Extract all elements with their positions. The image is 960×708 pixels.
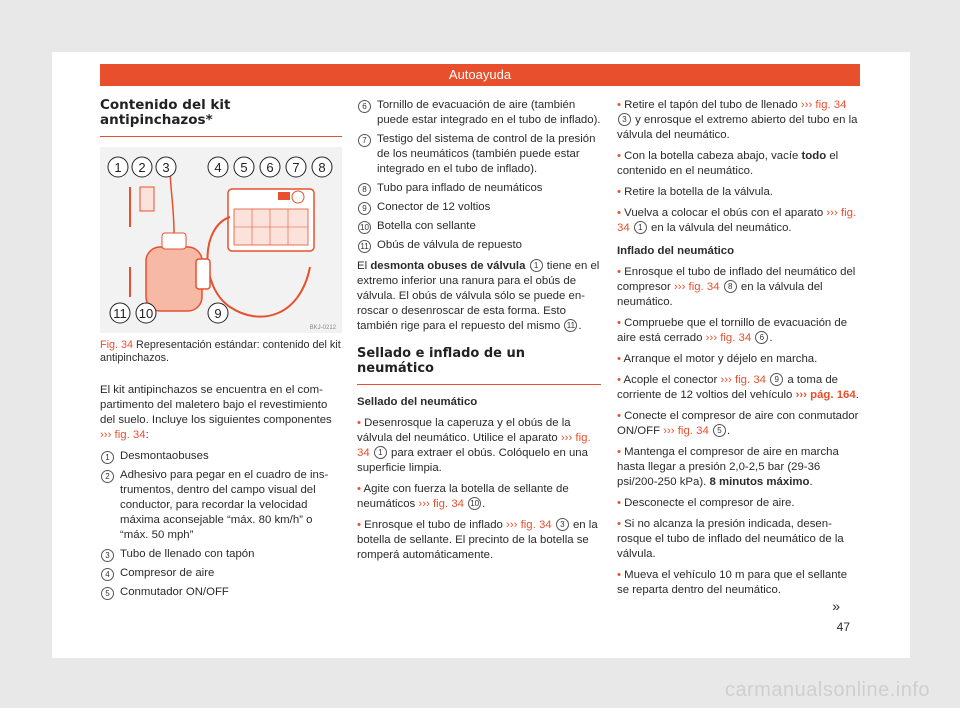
component-list-2: [357, 98, 601, 253]
column-3: [617, 98, 860, 604]
list-item: 5 Conmutador ON/OFF: [100, 585, 342, 600]
fig-link[interactable]: ››› fig. 34: [617, 207, 857, 234]
list-item: 10 Botella con sellante: [357, 219, 601, 234]
watermark: carmanualsonline.info: [724, 679, 930, 701]
section-title-kit: Contenido del kit antipinchazos*: [100, 98, 342, 137]
list-item: 9 Conector de 12 voltios: [357, 200, 601, 215]
step-item: • Desconecte el compresor de aire.: [617, 497, 795, 509]
step-item: • Arranque el motor y déjelo en marcha.: [617, 353, 818, 365]
list-item: 2 Adhesivo para pegar en el cuadro de instrumentos, dentro del campo visual del conductor, para recordar la velocidad máxima aconsejable “máx. 80 km/h” o “máx. 50 mph”: [100, 468, 342, 543]
step-item: • Retire la botella de la válvula.: [617, 186, 773, 198]
callout-8: 8: [318, 160, 326, 175]
column-1: [100, 98, 342, 604]
section-title-seal: Sellado e inflado de un neumático: [357, 346, 601, 385]
kit-illustration: [100, 147, 342, 333]
fig-link[interactable]: ››› fig. 34: [705, 332, 752, 344]
step-item: • Enrosque el tubo de inflado del neumático del compresor ››› fig. 34 8 en la válvula del neumático.: [617, 266, 856, 308]
step-item: • Retire el tapón del tubo de llenado ››› fig. 34 3 y enrosque el extremo abierto del tubo en la válvula del neumático.: [617, 99, 858, 141]
fig-link[interactable]: ››› fig. 34: [720, 374, 767, 386]
subheading-sealing: Sellado del neumático: [357, 396, 478, 408]
step-item: • Con la botella cabeza abajo, vacíe todo el contenido en el neumático.: [617, 150, 839, 177]
callout-7: 7: [292, 160, 300, 175]
callout-6: 6: [266, 160, 274, 175]
intro-paragraph: El kit antipinchazos se encuentra en el compartimento del maletero bajo el revestimiento del suelo. Incluye los siguientes componentes ››› fig. 34:: [100, 384, 332, 441]
fig-link[interactable]: ››› fig. 34: [357, 432, 591, 459]
step-item: • Enrosque el tubo de inflado ››› fig. 34 3 en la botella de sellante. El precinto de la botella se romperá automáticamente.: [357, 519, 598, 561]
callout-10: 10: [138, 306, 154, 321]
step-item: • Vuelva a colocar el obús con el aparato ››› fig. 34 1 en la válvula del neumático.: [617, 207, 857, 234]
step-item: • Mueva el vehículo 10 m para que el sellante se reparta dentro del neumático.: [617, 569, 848, 596]
list-item: 1 Desmontaobuses: [100, 449, 342, 464]
component-list-1: [100, 449, 342, 600]
list-item: 6 Tornillo de evacuación de aire (también puede estar integrado en el tubo de inflado).: [357, 98, 601, 128]
step-item: • Conecte el compresor de aire con conmutador ON/OFF ››› fig. 34 5 .: [617, 410, 859, 437]
figure-code: BKJ-0212: [309, 325, 336, 331]
list-item: 7 Testigo del sistema de control de la presión de los neumáticos (también puede estar integrado en el tubo de inflado).: [357, 132, 601, 177]
callout-11: 11: [113, 306, 127, 321]
fig-link[interactable]: ››› fig. 34: [800, 99, 847, 111]
fig-link[interactable]: ››› fig. 34: [506, 519, 552, 531]
list-item: 4 Compresor de aire: [100, 566, 342, 581]
step-item: • Acople el conector ››› fig. 34 9 a toma de corriente de 12 voltios del vehículo ››› pág. 164.: [617, 374, 859, 401]
callout-2: 2: [138, 160, 146, 175]
list-item: 8 Tubo para inflado de neumáticos: [357, 181, 601, 196]
fig-link[interactable]: ››› fig. 34: [100, 429, 146, 441]
figure-caption: Fig. 34 Representación estándar: contenido del kit antipinchazos.: [100, 339, 341, 364]
callout-5: 5: [240, 160, 248, 175]
fig-link[interactable]: ››› fig. 34: [418, 498, 464, 510]
manual-page: [52, 52, 910, 658]
step-item: • Desenrosque la caperuza y el obús de la válvula del neumático. Utilice el aparato ››› fig. 34 1 para extraer el obús. Colóquelo en una superficie limpia.: [357, 417, 591, 474]
kit-figure: [100, 147, 342, 333]
step-item: • Si no alcanza la presión indicada, desenrosque el tubo de inflado del neumático de la válvula.: [617, 518, 844, 560]
chapter-header: Autoayuda: [100, 64, 860, 86]
fig-link[interactable]: ››› fig. 34: [663, 425, 709, 437]
valve-paragraph: El desmonta obuses de válvula 1 tiene en el extremo inferior una ranura para el obús de válvula. El obús de válvula sólo se puede enroscar o desenroscar de esta forma. Esto también rige para el repuesto del mismo 11 .: [357, 260, 600, 332]
step-item: • Agite con fuerza la botella de sellante de neumáticos ››› fig. 34 10 .: [357, 483, 569, 510]
fig-link[interactable]: ››› fig. 34: [673, 281, 720, 293]
continue-arrow-icon: »: [832, 598, 840, 614]
callout-3: 3: [162, 160, 170, 175]
step-item: • Compruebe que el tornillo de evacuación de aire está cerrado ››› fig. 34 6 .: [617, 317, 848, 344]
page-number: 47: [836, 620, 850, 634]
callout-1: 1: [114, 160, 122, 175]
list-item: 3 Tubo de llenado con tapón: [100, 547, 342, 562]
subheading-inflating: Inflado del neumático: [617, 245, 735, 257]
callout-4: 4: [214, 160, 222, 175]
callout-9: 9: [214, 306, 222, 321]
list-item: 11 Obús de válvula de repuesto: [357, 238, 601, 253]
column-2: [357, 98, 601, 569]
page-link[interactable]: ››› pág. 164: [795, 389, 856, 401]
step-item: • Mantenga el compresor de aire en marcha hasta llegar a presión 2,0-2,5 bar (29-36 psi/200-250 kPa). 8 minutos máximo.: [617, 446, 839, 488]
